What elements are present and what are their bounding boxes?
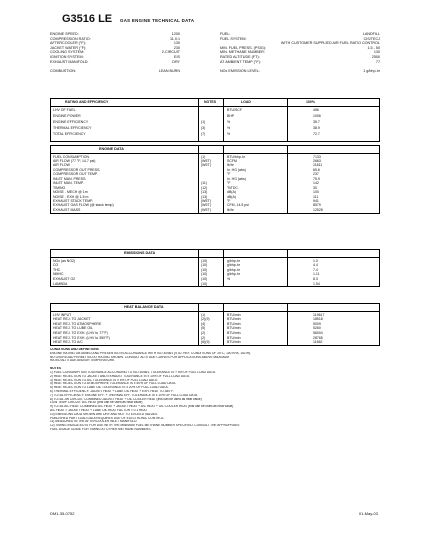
emissions-row	[51, 282, 379, 287]
heat-note: (5)	[201, 326, 206, 331]
engine-note: (1)	[201, 154, 206, 159]
spec-label: RATED ALTITUDE (FT):	[220, 54, 260, 59]
rating-unit: %	[227, 119, 231, 124]
emissions-note: (10)	[201, 281, 208, 286]
conditions.notes-line: 5) HEAT REJECTION TO LUBE OIL TOLERANCE IS ± 20% OF FULL LOAD DATA.	[50, 386, 169, 390]
rating-value: 456	[313, 107, 319, 112]
conditions.notes-line: LOW TEMP CIRCUIT: A/C HEAT (this can be used as heat value)	[50, 401, 143, 405]
heat-value: 119617	[313, 312, 325, 317]
heat-balance-header: HEAT BALANCE DATA	[124, 305, 164, 309]
engine-unit: °F	[227, 181, 231, 186]
conditions.notes-line: 10) EMISSIONS DATA SHOWN ARE DRY AND NOT TO EXCEED VALUES.	[50, 412, 159, 416]
spec-value: LANDFILL	[362, 32, 380, 36]
engine-unit: SCFM	[227, 158, 237, 163]
heat-unit: BTU/min	[227, 321, 241, 326]
rating-header-label: RATING AND EFFICIENCY	[65, 100, 109, 104]
rating-unit: BHP	[227, 113, 235, 118]
emissions-label: NMHC	[53, 272, 64, 277]
heat-note: (2)	[201, 330, 206, 335]
emissions-label: NOx (as NO2)	[53, 258, 76, 263]
engine-note: (WET)	[201, 163, 212, 168]
engine-label: COMPRESSOR OUT TEMP.	[53, 172, 98, 177]
engine-note: (12)	[201, 185, 208, 190]
rating-header-notes: NOTES	[204, 100, 217, 104]
spec-row	[50, 69, 200, 74]
heat-unit: BTU/min	[227, 335, 241, 340]
spec-label: FUEL SYSTEM:	[220, 36, 247, 41]
emissions-value: 8.3	[313, 276, 318, 281]
spec-label: EXHAUST MANIFOLD:	[50, 59, 89, 64]
heat-label: HEAT REJ. TO ATMOSPHERE	[53, 321, 102, 326]
engine-label: EXHAUST MASS	[53, 207, 81, 212]
conditions-heading: CONDITIONS AND DEFINITIONS	[50, 348, 99, 351]
spec-value: 11.0:1	[170, 36, 180, 41]
document-id: DM1-35-0752	[50, 511, 75, 516]
engine-label: AIR FLOW (77 °F, 14.7 psi)	[53, 158, 96, 163]
engine-value: 11811	[313, 163, 323, 168]
rating-label: THERMAL EFFICIENCY	[53, 126, 92, 131]
engine-unit: °F	[227, 172, 231, 177]
emissions-unit: g/bhp-hr	[227, 258, 241, 263]
heat-unit: BTU/min	[227, 317, 241, 322]
spec-label: IGNITION SYSTEM:	[50, 54, 84, 59]
rating-unit: BTU/SCF	[227, 107, 242, 112]
datasheet-page	[50, 0, 380, 534]
rating-value: 38.9	[313, 126, 320, 131]
spec-label: AFTERCOOLER (°F):	[50, 41, 86, 46]
engine-data-header: ENGINE DATA	[99, 147, 124, 151]
engine-data-table	[50, 145, 380, 214]
heat-label: HEAT REJ. TO JACKET	[53, 317, 91, 322]
spec-value: WITH CUSTOMER SUPPLIED AIR FUEL RATIO CONTROL	[280, 41, 380, 46]
engine-value: 142	[313, 181, 319, 186]
emissions-value: 1.54	[313, 281, 320, 286]
engine-unit: lb/hr	[227, 163, 234, 168]
emissions-data-header: EMISSIONS DATA	[124, 251, 156, 255]
heat-value: 28765	[313, 335, 323, 340]
rating-row	[51, 108, 379, 113]
heat-value: 18518	[313, 317, 323, 322]
spec-row	[220, 69, 380, 74]
spec-label: AT AMBIENT TEMP (°F):	[220, 59, 261, 64]
heat-value: 11662	[313, 340, 323, 345]
rating-header-100: 100%	[306, 100, 315, 104]
conditions.notes-line: 12) TIMING INDICATED IS FOR USE WITH THE MINIMUM FUEL METHANE NUMBER SPECIFIED. CONSULT THE APPROPRIATE	[50, 424, 240, 428]
rating-note: (7)	[201, 132, 206, 137]
engine-unit: dB(A)	[227, 194, 236, 199]
emissions-unit: g/bhp-hr	[227, 267, 241, 272]
heat-value: 5009	[313, 321, 321, 326]
rating-note: (3)	[201, 126, 206, 131]
engine-model: G3516 LE	[62, 13, 113, 25]
engine-unit: °BTDC	[227, 185, 238, 190]
heat-note: (4)	[201, 321, 206, 326]
heat-label: LHV INPUT	[53, 312, 72, 317]
engine-value: 941	[313, 199, 319, 203]
rating-label: LHV OF FUEL	[53, 107, 76, 112]
rating-efficiency-table	[50, 98, 380, 142]
engine-label: NOISE - EXH @ 1.5 m	[53, 194, 89, 199]
heat-unit: BTU/min	[227, 312, 241, 317]
engine-label: FUEL CONSUMPTION	[53, 154, 90, 159]
emissions-note: (10)	[201, 276, 208, 281]
conditions.notes-line: PUBLISHED PART LOAD DATA REQUIRES USE OF ELECTRONIC CONTROL.	[50, 416, 165, 420]
engine-label: INLET MAN. PRESS.	[53, 176, 87, 181]
engine-value: 111	[313, 194, 319, 199]
rating-row	[51, 132, 379, 137]
conditions.notes-line: 7) TOTAL EFFICIENCY: ENGINE EFF. + THERMAL EFF. TOLERANCE IS ± 10% OF FULL LOAD DATA.	[50, 393, 199, 397]
heat-unit: BTU/min	[227, 340, 241, 345]
rating-row	[51, 126, 379, 131]
spec-value: CIS/TECJ	[363, 36, 380, 41]
heat-label: HEAT REJ. TO A/C	[53, 340, 83, 345]
spec-label: FUEL:	[220, 32, 231, 36]
spec-label: COMBUSTION:	[50, 69, 77, 74]
emissions-label: CO	[53, 263, 59, 268]
rating-value: 35.7	[313, 119, 320, 124]
engine-label: TIMING	[53, 185, 66, 190]
engine-value: 65.6	[313, 167, 320, 172]
rating-label: ENGINE POWER	[53, 113, 81, 118]
conditions.lines-line: NO OVERLOAD PERMITTED AT RATING SHOWN. CONSULT ALTITUDE CURVES FOR APPLICATIONS ABOVE MAXIMUM	[50, 355, 229, 359]
engine-note: (WET)	[201, 199, 212, 203]
engine-value: 7133	[313, 154, 321, 159]
spec-value: 130	[373, 50, 380, 55]
spec-label: MIN. FUEL PRESS. (PSIG):	[220, 45, 266, 50]
conditions.lines-line: ENGINE RATING OBTAINED AND PRESENTED IN ACCORDANCE WITH ISO 3046/1 (STD. REF. CONDITIONS OF 25°C, 100 KPA, 152 m).	[50, 351, 252, 355]
heat-note: (2)	[201, 335, 206, 340]
spec-label: NOx EMISSION LEVEL:	[220, 69, 260, 74]
engine-label: EXHAUST STACK TEMP.	[53, 199, 94, 203]
conditions.notes-line: 3) HEAT REJECTION TO A/C TOLERANCE IS ± 5% OF FULL LOAD DATA.	[50, 378, 158, 382]
rating-value: 72.7	[313, 132, 320, 137]
emissions-value: 4.4	[313, 263, 318, 268]
spec-value: 130	[173, 41, 180, 46]
document-date: 01-May-03	[358, 511, 378, 516]
spec-row	[50, 60, 200, 65]
emissions-note: (10)	[201, 258, 208, 263]
general-specs-right	[220, 32, 380, 74]
heat-note: (2)(9)	[201, 317, 210, 322]
conditions.notes-line: 2) HEAT REJECTION TO JACKET AND EXHAUST TOLERANCE IS ± 10% OF FULL LOAD DATA.	[50, 374, 190, 378]
emissions-label: THC	[53, 267, 61, 272]
notes-heading: NOTES	[50, 367, 61, 371]
rating-note: (1)	[201, 119, 206, 124]
engine-label: INLET MAN. TEMP.	[53, 181, 84, 186]
emissions-value: 1.0	[313, 258, 318, 263]
engine-value: 237	[313, 172, 319, 177]
conditions.notes-line: FUEL USAGE GUIDE FOR TIMING AT OTHER METHANE NUMBERS.	[50, 427, 152, 431]
engine-unit: CFM, 14.5 psi	[227, 203, 249, 208]
spec-value: 77	[375, 59, 380, 64]
heat-value: 56004	[313, 330, 323, 335]
emissions-value: 1.11	[313, 272, 320, 277]
conditions.notes-line: A/C HEAT = JACKET HEAT + LUBE OIL HEAT FACTOR = 0.1 HEAT	[50, 408, 148, 412]
engine-label: NOISE - MECH @ 1m	[53, 190, 88, 195]
emissions-note: (10)	[201, 267, 208, 272]
spec-value: 230	[173, 45, 180, 50]
spec-value: 1 g/bhp-hr	[363, 69, 380, 74]
spec-value: DRY	[172, 59, 180, 64]
spec-label: ENGINE SPEED:	[50, 32, 79, 36]
engine-note: (WET)	[201, 207, 212, 212]
engine-unit: lb/hr	[227, 207, 234, 212]
spec-value: LEAN BURN	[158, 69, 180, 74]
engine-unit: °F	[227, 199, 231, 203]
engine-value: 8579	[313, 203, 321, 208]
engine-row	[51, 208, 379, 213]
heat-row	[51, 340, 379, 345]
conditions.notes-line: 1) FUEL CONSUMPTION TOLERANCE ACCORDING TO ISO 3046/1. TOLERANCE IS + 5% OF FULL LOAD DATA.	[50, 370, 216, 374]
emissions-label: LAMBDA	[53, 281, 68, 286]
emissions-data-table	[50, 249, 380, 287]
emissions-note: (10)	[201, 263, 208, 268]
conditions-and-notes	[50, 348, 380, 432]
engine-note: (11)	[201, 181, 207, 186]
heat-balance-table	[50, 303, 380, 346]
conditions.notes-line: 6) THERMAL EFFICIENCY: JACKET HEAT + LUBE OIL HEAT + EXH. HEAT TO 350°F.	[50, 389, 174, 393]
engine-label: AIR FLOW	[53, 163, 70, 168]
engine-note: (13)	[201, 194, 208, 199]
document-title: GAS ENGINE TECHNICAL DATA	[120, 18, 195, 23]
conditions.notes-line: 11) MEASURED IN THE AFTERCOOLER INLET MANIFOLD.	[50, 420, 138, 424]
rating-label: TOTAL EFFICIENCY	[53, 132, 86, 137]
engine-value: 75.9	[313, 176, 320, 181]
spec-value: 1200	[171, 32, 180, 36]
spec-value: 2-CIRCUIT	[161, 50, 180, 55]
rating-row	[51, 120, 379, 125]
rating-unit: %	[227, 126, 231, 131]
rating-label: ENGINE EFFICIENCY	[53, 119, 89, 124]
spec-label: COMPRESSION RATIO:	[50, 36, 91, 41]
emissions-label: EXHAUST O2	[53, 276, 76, 281]
heat-note: (1)	[201, 312, 206, 317]
conditions.notes-line: 9) TOTAL A/C HEAT: COMBINED A/C HEAT + JACKET HEAT + A/C HEAT + OIL COOLER HEAT (this can be used as heat value)	[50, 405, 234, 409]
engine-note: (WET)	[201, 158, 212, 163]
spec-value: 1.5 - 50	[367, 45, 380, 50]
engine-note: (13)	[201, 190, 208, 195]
heat-unit: BTU/min	[227, 330, 241, 335]
engine-label: COMPRESSOR OUT PRESS.	[53, 167, 101, 172]
engine-unit: dB(A)	[227, 190, 236, 195]
heat-note: (6)(9)	[201, 340, 210, 345]
engine-unit: in. HG (abs)	[227, 176, 246, 181]
emissions-unit: g/bhp-hr	[227, 263, 241, 268]
rating-header-load: LOAD	[241, 100, 251, 104]
spec-row	[220, 60, 380, 65]
engine-value: 2663	[313, 158, 321, 163]
rating-unit: %	[227, 132, 231, 137]
conditions.notes-line: 8) TOTAL JW CIRCUIT: COMBINED JACKET HEAT + OIL COOLER HEAT (this can be used as heat value)	[50, 397, 202, 401]
engine-label: EXHAUST GAS FLOW (@ stack temp)	[53, 203, 114, 208]
emissions-unit: g/bhp-hr	[227, 272, 241, 277]
heat-label: HEAT REJ. TO LUBE OIL	[53, 326, 94, 331]
emissions-value: 7.4	[313, 267, 318, 272]
engine-value: 100	[313, 190, 319, 195]
spec-label: MIN. METHANE NUMBER:	[220, 50, 265, 55]
rating-row	[51, 114, 379, 119]
conditions.lines-line: RATED ALTITUDE AND/OR TEMPERATURE.	[50, 359, 116, 363]
emissions-note: (10)	[201, 272, 208, 277]
conditions.notes-line: 4) HEAT REJECTION TO ATMOSPHERE TOLERANCE IS ± 50% OF FULL LOAD DATA.	[50, 382, 177, 386]
spec-label: JACKET WATER (°F):	[50, 45, 87, 50]
engine-note: (WET)	[201, 203, 212, 208]
heat-value: 5260	[313, 326, 321, 331]
spec-value: EIS	[174, 54, 180, 59]
rating-value: 1006	[313, 113, 321, 118]
emissions-unit: %	[227, 276, 231, 281]
spec-value: 2500	[371, 54, 380, 59]
engine-value: 30	[313, 185, 317, 190]
spec-label: COOLING SYSTEM:	[50, 50, 85, 55]
engine-value: 12528	[313, 207, 323, 212]
heat-label: HEAT REJ. TO EXH. (LHV to 77°F)	[53, 330, 108, 335]
general-specs-left	[50, 32, 200, 74]
engine-unit: BTU/bhp-hr	[227, 154, 246, 159]
heat-label: HEAT REJ. TO EXH. (LHV to 350°F)	[53, 335, 110, 340]
engine-unit: in. HG (abs)	[227, 167, 246, 172]
heat-unit: BTU/min	[227, 326, 241, 331]
